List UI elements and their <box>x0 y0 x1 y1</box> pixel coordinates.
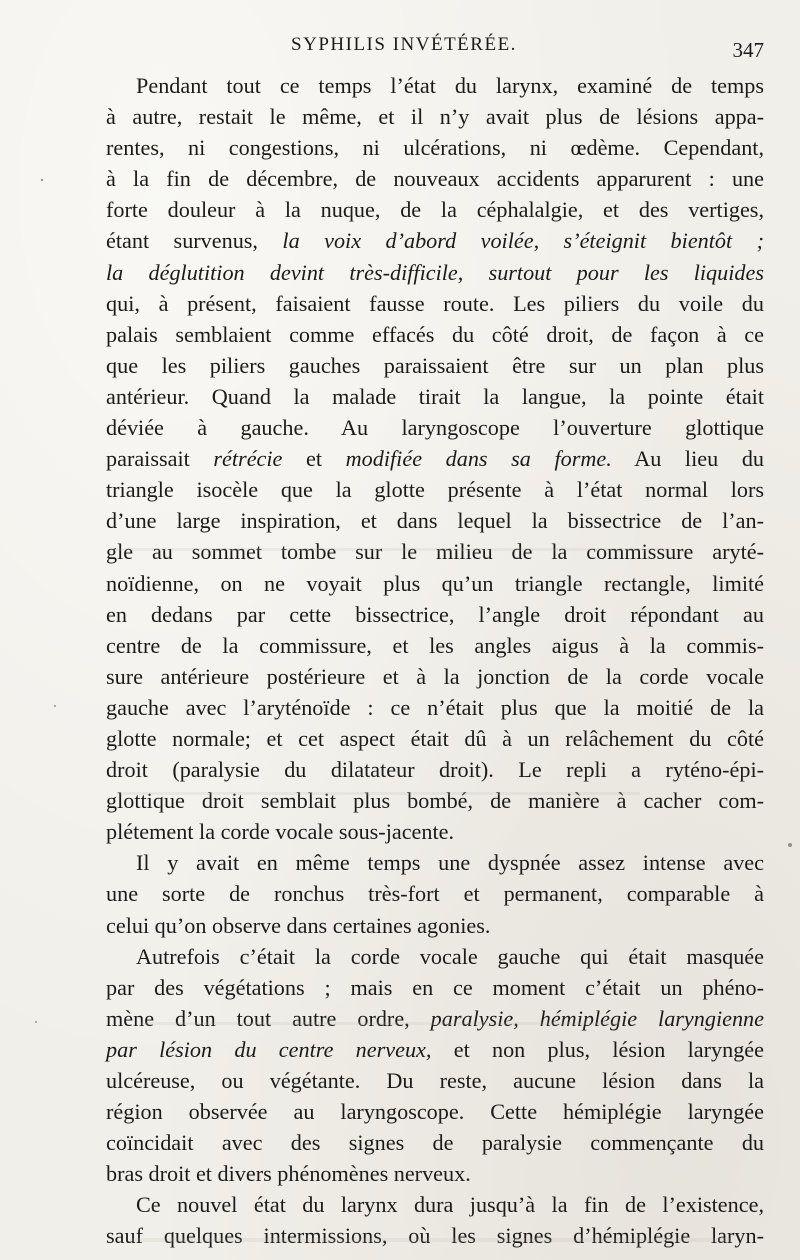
text-line <box>106 381 764 412</box>
text-line <box>106 443 764 474</box>
text-run: gle au sommet tombe sur le milieu de la commissure aryté- <box>106 539 764 565</box>
text-line <box>106 536 764 567</box>
text-run: d’une large inspiration, et dans lequel la bissectrice de l’an- <box>106 508 764 534</box>
text-run: plétement la corde vocale sous-jacente. <box>106 819 455 845</box>
text-line <box>106 754 764 785</box>
text-line <box>106 474 764 505</box>
text-run: déviée à gauche. Au laryngoscope l’ouverture glottique <box>106 415 764 441</box>
text-line <box>106 288 764 319</box>
page-number: 347 <box>732 38 764 62</box>
text-run: noïdienne, on ne voyait plus qu’un triangle rectangle, limité <box>106 570 764 596</box>
italic-text: la voix d’abord voilée, s’éteignit bientôt ; <box>282 228 765 254</box>
text-run: droit (paralysie du dilatateur droit). Le repli a ryténo-épi- <box>106 757 764 783</box>
text-line <box>106 661 764 692</box>
text-run: ulcéreuse, ou végétante. Du reste, aucune lésion dans la <box>106 1068 764 1093</box>
text-run: rentes, ni congestions, ni ulcérations, ni œdème. Cependant, <box>106 135 764 161</box>
running-title: SYPHILIS INVÉTÉRÉE. <box>291 34 517 55</box>
text-line <box>106 350 764 381</box>
text-line <box>106 1065 764 1096</box>
italic-text: par lésion du centre nerveux, <box>106 1036 432 1062</box>
text-run: forte douleur à la nuque, de la céphalalgie, et des vertiges, <box>106 197 764 223</box>
text-run: région observée au laryngoscope. Cette hémiplégie laryngée <box>106 1099 764 1125</box>
text-line <box>106 847 764 878</box>
text-line <box>106 505 764 536</box>
text-line <box>106 132 764 163</box>
text-run: Pendant tout ce temps l’état du larynx, examiné de temps <box>136 73 764 98</box>
text-line <box>106 1189 764 1220</box>
text-run: Autrefois c’était la corde vocale gauche qui était masquée <box>136 943 764 969</box>
text-line <box>106 972 764 1003</box>
text-run: Au lieu du <box>611 446 765 472</box>
text-line <box>106 163 764 194</box>
text-line <box>106 70 764 101</box>
text-line <box>106 319 764 350</box>
text-run: glotte normale; et cet aspect était dû à un relâchement du côté <box>106 725 764 751</box>
text-run: et <box>282 446 346 472</box>
text-run: mène d’un tout autre ordre, <box>106 1005 431 1031</box>
text-run: Ce nouvel état du larynx dura jusqu’à la fin de l’existence, <box>136 1192 764 1218</box>
text-run: à la fin de décembre, de nouveaux accidents apparurent : une <box>106 166 764 192</box>
text-line <box>106 1127 764 1158</box>
text-run: Il y avait en même temps une dyspnée assez intense avec <box>136 850 764 876</box>
text-run: celui qu’on observe dans certaines agonies. <box>106 912 491 938</box>
text-run: triangle isocèle que la glotte présente à l’état normal lors <box>106 477 764 503</box>
text-line <box>106 1220 764 1251</box>
text-line <box>106 1096 764 1127</box>
text-line <box>106 568 764 599</box>
text-line <box>106 1034 764 1065</box>
text-line <box>106 194 764 225</box>
italic-text: la déglutition devint très-difficile, surtout pour les liquides <box>106 259 764 285</box>
text-run: paraissait <box>106 446 214 472</box>
text-line <box>106 599 764 630</box>
text-run: coïncidait avec des signes de paralysie commençante du <box>106 1130 764 1156</box>
text-run: une sorte de ronchus très-fort et permanent, comparable à <box>106 881 764 907</box>
text-run: centre de la commissure, et les angles aigus à la commis- <box>106 632 764 658</box>
text-line <box>106 257 764 288</box>
body-text <box>106 70 764 1252</box>
text-line <box>106 785 764 816</box>
text-line <box>106 910 764 941</box>
text-run: qui, à présent, faisaient fausse route. Les piliers du voile du <box>106 290 764 316</box>
text-run: par des végétations ; mais en ce moment c’était un phéno- <box>106 974 764 1000</box>
text-line <box>106 101 764 132</box>
text-line <box>106 816 764 847</box>
text-line <box>106 412 764 443</box>
text-run: gauche avec l’aryténoïde : ce n’était plus que la moitié de la <box>106 694 764 720</box>
text-run: en dedans par cette bissectrice, l’angle droit répondant au <box>106 601 764 627</box>
text-line <box>106 878 764 909</box>
italic-text: modifiée dans sa forme. <box>345 446 612 472</box>
text-run: antérieur. Quand la malade tirait la langue, la pointe était <box>106 383 764 409</box>
italic-text: rétrécie <box>213 446 283 472</box>
text-run: sure antérieure postérieure et à la jonction de la corde vocale <box>106 663 764 689</box>
text-run: que les piliers gauches paraissaient être sur un plan plus <box>106 352 764 378</box>
text-run: sauf quelques intermissions, où les signes d’hémiplégie laryn- <box>106 1223 764 1249</box>
text-line <box>106 723 764 754</box>
text-run: bras droit et divers phénomènes nerveux. <box>106 1161 471 1187</box>
page-header <box>104 34 764 64</box>
text-line <box>106 1003 764 1034</box>
text-run: et non plus, lésion laryngée <box>431 1036 764 1062</box>
text-line <box>106 1158 764 1189</box>
text-line <box>106 225 764 256</box>
text-run: à autre, restait le même, et il n’y avait plus de lésions appa- <box>106 104 764 130</box>
text-run: glottique droit semblait plus bombé, de manière à cacher com- <box>106 788 764 814</box>
text-line <box>106 941 764 972</box>
text-line <box>106 630 764 661</box>
text-run: étant survenus, <box>106 228 283 254</box>
italic-text: paralysie, hémiplégie laryngienne <box>430 1005 764 1031</box>
text-run: palais semblaient comme effacés du côté droit, de façon à ce <box>106 321 764 347</box>
text-line <box>106 692 764 723</box>
